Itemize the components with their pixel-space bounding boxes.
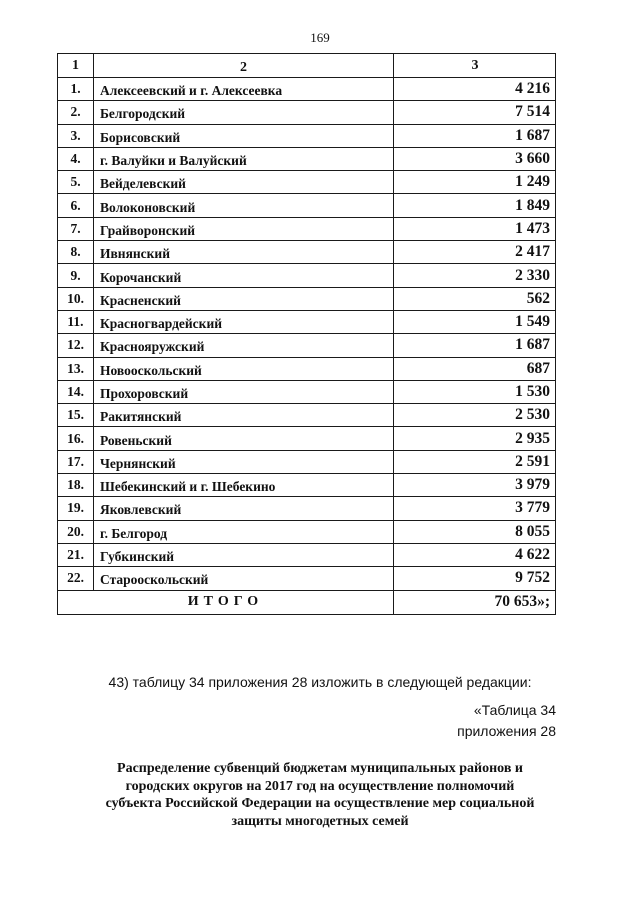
district-name: Яковлевский: [94, 497, 394, 520]
district-name: Краснояружский: [94, 334, 394, 357]
table-header-row: [58, 54, 556, 78]
subvention-value: 2 530: [394, 404, 556, 427]
subvention-value: 1 530: [394, 380, 556, 403]
page-number: 169: [310, 30, 330, 45]
district-name: Ивнянский: [94, 241, 394, 264]
total-value: 70 653»;: [394, 590, 556, 614]
district-name: Борисовский: [94, 124, 394, 147]
subvention-value: 3 979: [394, 474, 556, 497]
table-row: [58, 147, 556, 170]
table-row: [58, 124, 556, 147]
table-row: [58, 264, 556, 287]
subvention-value: 7 514: [394, 101, 556, 124]
row-number: 1.: [58, 78, 94, 101]
total-row: [58, 590, 556, 614]
district-name: Старооскольский: [94, 567, 394, 590]
table-row: [58, 78, 556, 101]
table-row: [58, 194, 556, 217]
row-number: 3.: [58, 124, 94, 147]
row-number: 15.: [58, 404, 94, 427]
table-row: [58, 171, 556, 194]
district-name: Ракитянский: [94, 404, 394, 427]
row-number: 4.: [58, 147, 94, 170]
row-number: 18.: [58, 474, 94, 497]
subvention-value: 2 417: [394, 241, 556, 264]
district-name: Новооскольский: [94, 357, 394, 380]
subvention-value: 4 622: [394, 543, 556, 566]
table-row: [58, 357, 556, 380]
row-number: 7.: [58, 217, 94, 240]
row-number: 22.: [58, 567, 94, 590]
subvention-value: 4 216: [394, 78, 556, 101]
row-number: 11.: [58, 310, 94, 333]
title-line-4: защиты многодетных семей: [231, 813, 409, 829]
amendment-text: 43) таблицу 34 приложения 28 изложить в следующей редакции:: [108, 674, 532, 690]
table-reference-line2: приложения 28: [457, 723, 556, 739]
row-number: 20.: [58, 520, 94, 543]
district-name: Грайворонский: [94, 217, 394, 240]
subvention-value: 3 779: [394, 497, 556, 520]
district-name: Алексеевский и г. Алексеевка: [94, 78, 394, 101]
table-row: [58, 404, 556, 427]
district-name: Волоконовский: [94, 194, 394, 217]
district-name: г. Белгород: [94, 520, 394, 543]
row-number: 16.: [58, 427, 94, 450]
table-reference-line1: «Таблица 34: [473, 702, 556, 718]
row-number: 8.: [58, 241, 94, 264]
table-row: [58, 310, 556, 333]
subvention-value: 687: [394, 357, 556, 380]
district-name: Прохоровский: [94, 380, 394, 403]
section-title: [70, 760, 570, 830]
title-line-3: субъекта Российской Федерации на осуществление мер социальной: [105, 796, 535, 811]
row-number: 9.: [58, 264, 94, 287]
table-row: [58, 427, 556, 450]
title-line-2: городских округов на 2017 год на осуществление полномочий: [125, 778, 515, 794]
table-row: [58, 450, 556, 473]
header-col-3: 3: [394, 54, 556, 78]
table-row: [58, 241, 556, 264]
subvention-table: [57, 53, 556, 615]
row-number: 5.: [58, 171, 94, 194]
subvention-value: 9 752: [394, 567, 556, 590]
district-name: Губкинский: [94, 543, 394, 566]
district-name: Шебекинский и г. Шебекино: [94, 474, 394, 497]
table-row: [58, 380, 556, 403]
subvention-value: 1 687: [394, 334, 556, 357]
district-name: Ровеньский: [94, 427, 394, 450]
row-number: 19.: [58, 497, 94, 520]
subvention-value: 2 935: [394, 427, 556, 450]
table-reference: [457, 700, 556, 742]
header-col-1: 1: [58, 54, 94, 78]
row-number: 13.: [58, 357, 94, 380]
subvention-value: 1 249: [394, 171, 556, 194]
district-name: Корочанский: [94, 264, 394, 287]
table-row: [58, 520, 556, 543]
table-row: [58, 497, 556, 520]
table-row: [58, 101, 556, 124]
district-name: г. Валуйки и Валуйский: [94, 147, 394, 170]
subvention-value: 2 591: [394, 450, 556, 473]
district-name: Белгородский: [94, 101, 394, 124]
subvention-value: 1 549: [394, 310, 556, 333]
table-row: [58, 334, 556, 357]
subvention-value: 1 687: [394, 124, 556, 147]
row-number: 12.: [58, 334, 94, 357]
header-col-2: 2: [94, 54, 394, 78]
subvention-value: 562: [394, 287, 556, 310]
row-number: 17.: [58, 450, 94, 473]
row-number: 21.: [58, 543, 94, 566]
district-name: Красненский: [94, 287, 394, 310]
table-row: [58, 287, 556, 310]
subvention-value: 2 330: [394, 264, 556, 287]
table-row: [58, 567, 556, 590]
district-name: Вейделевский: [94, 171, 394, 194]
title-line-1: Распределение субвенций бюджетам муниципальных районов и: [117, 761, 523, 776]
table-row: [58, 543, 556, 566]
total-label: ИТОГО: [58, 590, 394, 614]
table-row: [58, 474, 556, 497]
table-row: [58, 217, 556, 240]
row-number: 2.: [58, 101, 94, 124]
row-number: 10.: [58, 287, 94, 310]
subvention-value: 1 849: [394, 194, 556, 217]
subvention-value: 3 660: [394, 147, 556, 170]
subvention-value: 1 473: [394, 217, 556, 240]
district-name: Красногвардейский: [94, 310, 394, 333]
subvention-value: 8 055: [394, 520, 556, 543]
district-name: Чернянский: [94, 450, 394, 473]
row-number: 6.: [58, 194, 94, 217]
row-number: 14.: [58, 380, 94, 403]
